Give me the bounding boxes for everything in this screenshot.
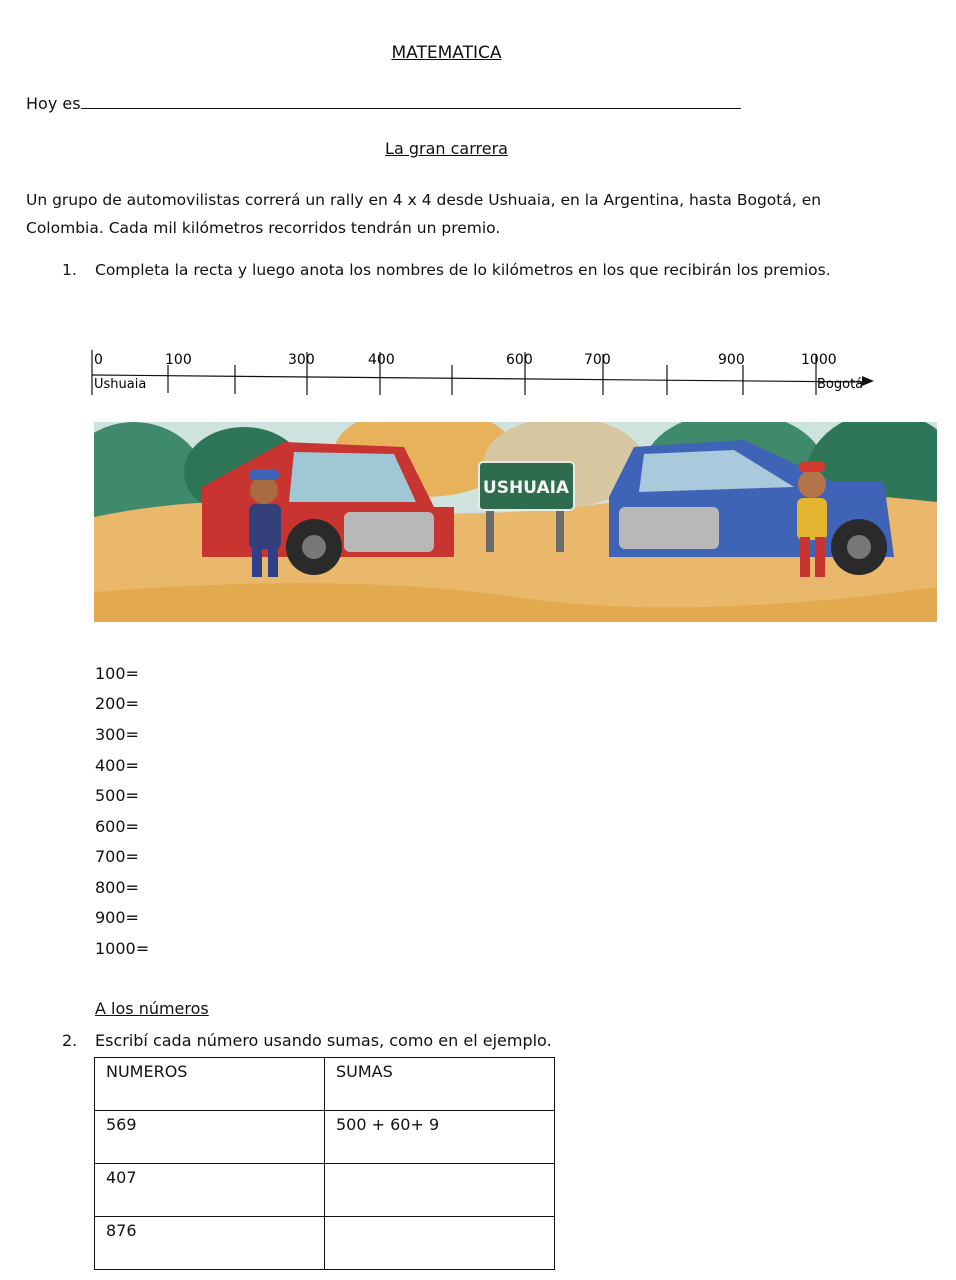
date-label: Hoy es <box>26 94 81 113</box>
tick-label-0: 0 <box>94 352 103 368</box>
question-1 <box>62 261 831 279</box>
km-item-1000: 1000= <box>95 939 150 958</box>
section-subtitle: La gran carrera <box>385 139 508 158</box>
number-line <box>0 340 956 400</box>
tick-group <box>92 350 816 395</box>
tick-label-900: 900 <box>718 352 745 368</box>
tick-label-300: 300 <box>288 352 315 368</box>
question-2-text: Escribí cada número usando sumas, como en el ejemplo. <box>95 1031 552 1050</box>
km-item-300: 300= <box>95 725 139 744</box>
table-row <box>95 1217 555 1270</box>
km-item-100: 100= <box>95 664 139 683</box>
km-item-700: 700= <box>95 847 139 866</box>
table-row <box>95 1111 555 1164</box>
page-title: MATEMATICA <box>391 43 502 63</box>
question-2 <box>62 1031 552 1050</box>
cell-number: 569 <box>95 1111 325 1164</box>
tick-label-700: 700 <box>584 352 611 368</box>
start-label: Ushuaia <box>94 377 147 392</box>
intro-paragraph <box>26 186 846 242</box>
number-line-axis <box>92 375 864 382</box>
km-item-800: 800= <box>95 878 139 897</box>
km-item-500: 500= <box>95 786 139 805</box>
question-2-number: 2. <box>62 1031 78 1050</box>
table-header-row <box>95 1058 555 1111</box>
cell-number: 407 <box>95 1164 325 1217</box>
date-blank-line[interactable] <box>81 94 741 109</box>
question-1-text: Completa la recta y luego anota los nombres de lo kilómetros en los que recibirán los premios. <box>95 261 831 279</box>
number-line-arrow <box>862 376 874 386</box>
tick-label-400: 400 <box>368 352 395 368</box>
header-numeros: NUMEROS <box>95 1058 325 1111</box>
km-item-900: 900= <box>95 908 139 927</box>
date-row <box>26 94 741 113</box>
red-truck-grille <box>344 512 434 552</box>
section-2-title: A los números <box>95 999 209 1018</box>
km-item-200: 200= <box>95 694 139 713</box>
tick-label-600: 600 <box>506 352 533 368</box>
question-1-number: 1. <box>62 261 77 279</box>
header-sumas: SUMAS <box>325 1058 555 1111</box>
sums-table <box>94 1057 555 1270</box>
tick-label-100: 100 <box>165 352 192 368</box>
table-row <box>95 1164 555 1217</box>
cell-number: 876 <box>95 1217 325 1270</box>
cell-sum[interactable] <box>325 1164 555 1217</box>
km-item-600: 600= <box>95 817 139 836</box>
end-label: Bogotá <box>817 377 864 392</box>
tick-label-1000: 1000 <box>801 352 837 368</box>
intro-line-1: Un grupo de automovilistas correrá un rally en 4 x 4 desde Ushuaia, en la Argentina, hasta Bogotá, en <box>26 191 822 209</box>
sign-text: USHUAIA <box>482 478 570 498</box>
cell-sum[interactable]: 500 + 60+ 9 <box>325 1111 555 1164</box>
rally-illustration <box>94 422 937 622</box>
km-item-400: 400= <box>95 756 139 775</box>
cell-sum[interactable] <box>325 1217 555 1270</box>
intro-line-2: Colombia. Cada mil kilómetros recorridos tendrán un premio. <box>26 219 501 237</box>
blue-truck-grille <box>619 507 719 549</box>
